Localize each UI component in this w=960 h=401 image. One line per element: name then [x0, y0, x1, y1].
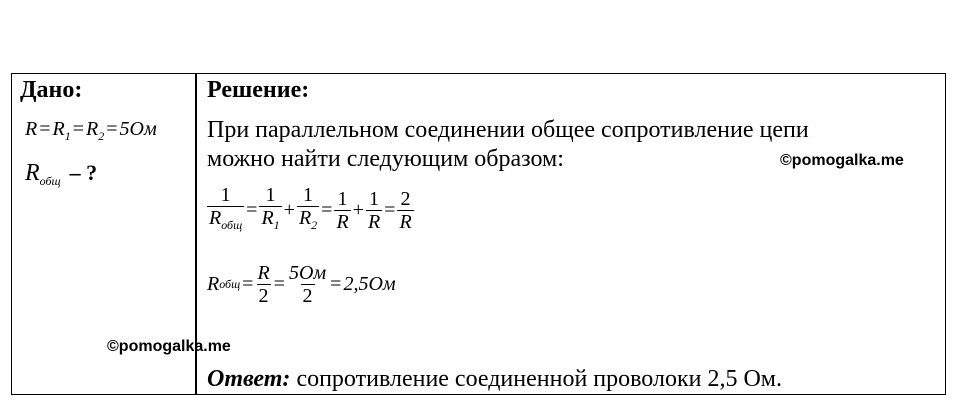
equation-parallel-sum: $\frac{1}{R_{общ}}$ = $\frac{1}{R_1}$ + $\frac{1}{R_2}$ = $\frac{1}{R}$ + $\frac{1}{R}$ = $\frac{2}{R}$ [207, 184, 414, 236]
answer-text: сопротивление соединенной проволоки 2,5 Ом. [296, 366, 782, 392]
watermark-bottom: ©pomogalka.me [107, 338, 231, 355]
equation-total-resistance: R общ = $\frac{R}{2}$ = $\frac{5Ом}{2}$ = 2,5Ом [207, 262, 396, 307]
watermark-top: ©pomogalka.me [780, 152, 904, 169]
fraction-1-over-r-a: $\frac{1}{R}$ [336, 187, 349, 233]
fraction-1-over-r2: $\frac{1}{R_2}$ [297, 184, 319, 236]
fraction-2-over-r: $\frac{2}{R}$ [399, 187, 412, 233]
fraction-1-over-r1: $\frac{1}{R_1}$ [259, 184, 281, 236]
fraction-1-over-r-b: $\frac{1}{R}$ [367, 187, 381, 233]
answer-line [207, 366, 782, 393]
solution-heading: Решение: [207, 77, 310, 103]
fraction-r-over-2: $\frac{R}{2}$ [257, 262, 270, 307]
solution-text-line2: можно найти следующим образом: [207, 146, 564, 172]
answer-label: Ответ: [207, 366, 291, 392]
given-heading: Дано: [20, 77, 83, 103]
fraction-1-over-rtotal: $\frac{1}{R_{общ}}$ [207, 184, 244, 236]
solution-text-line1: При параллельном соединении общее сопротивление цепи [207, 117, 809, 143]
fraction-5ohm-over-2: $\frac{5Ом}{2}$ [288, 262, 327, 307]
given-resistances: $R = R_1 = R_2 = 5Ом$ [25, 118, 157, 143]
given-unknown: $R_{общ}$ – ? [25, 160, 98, 188]
